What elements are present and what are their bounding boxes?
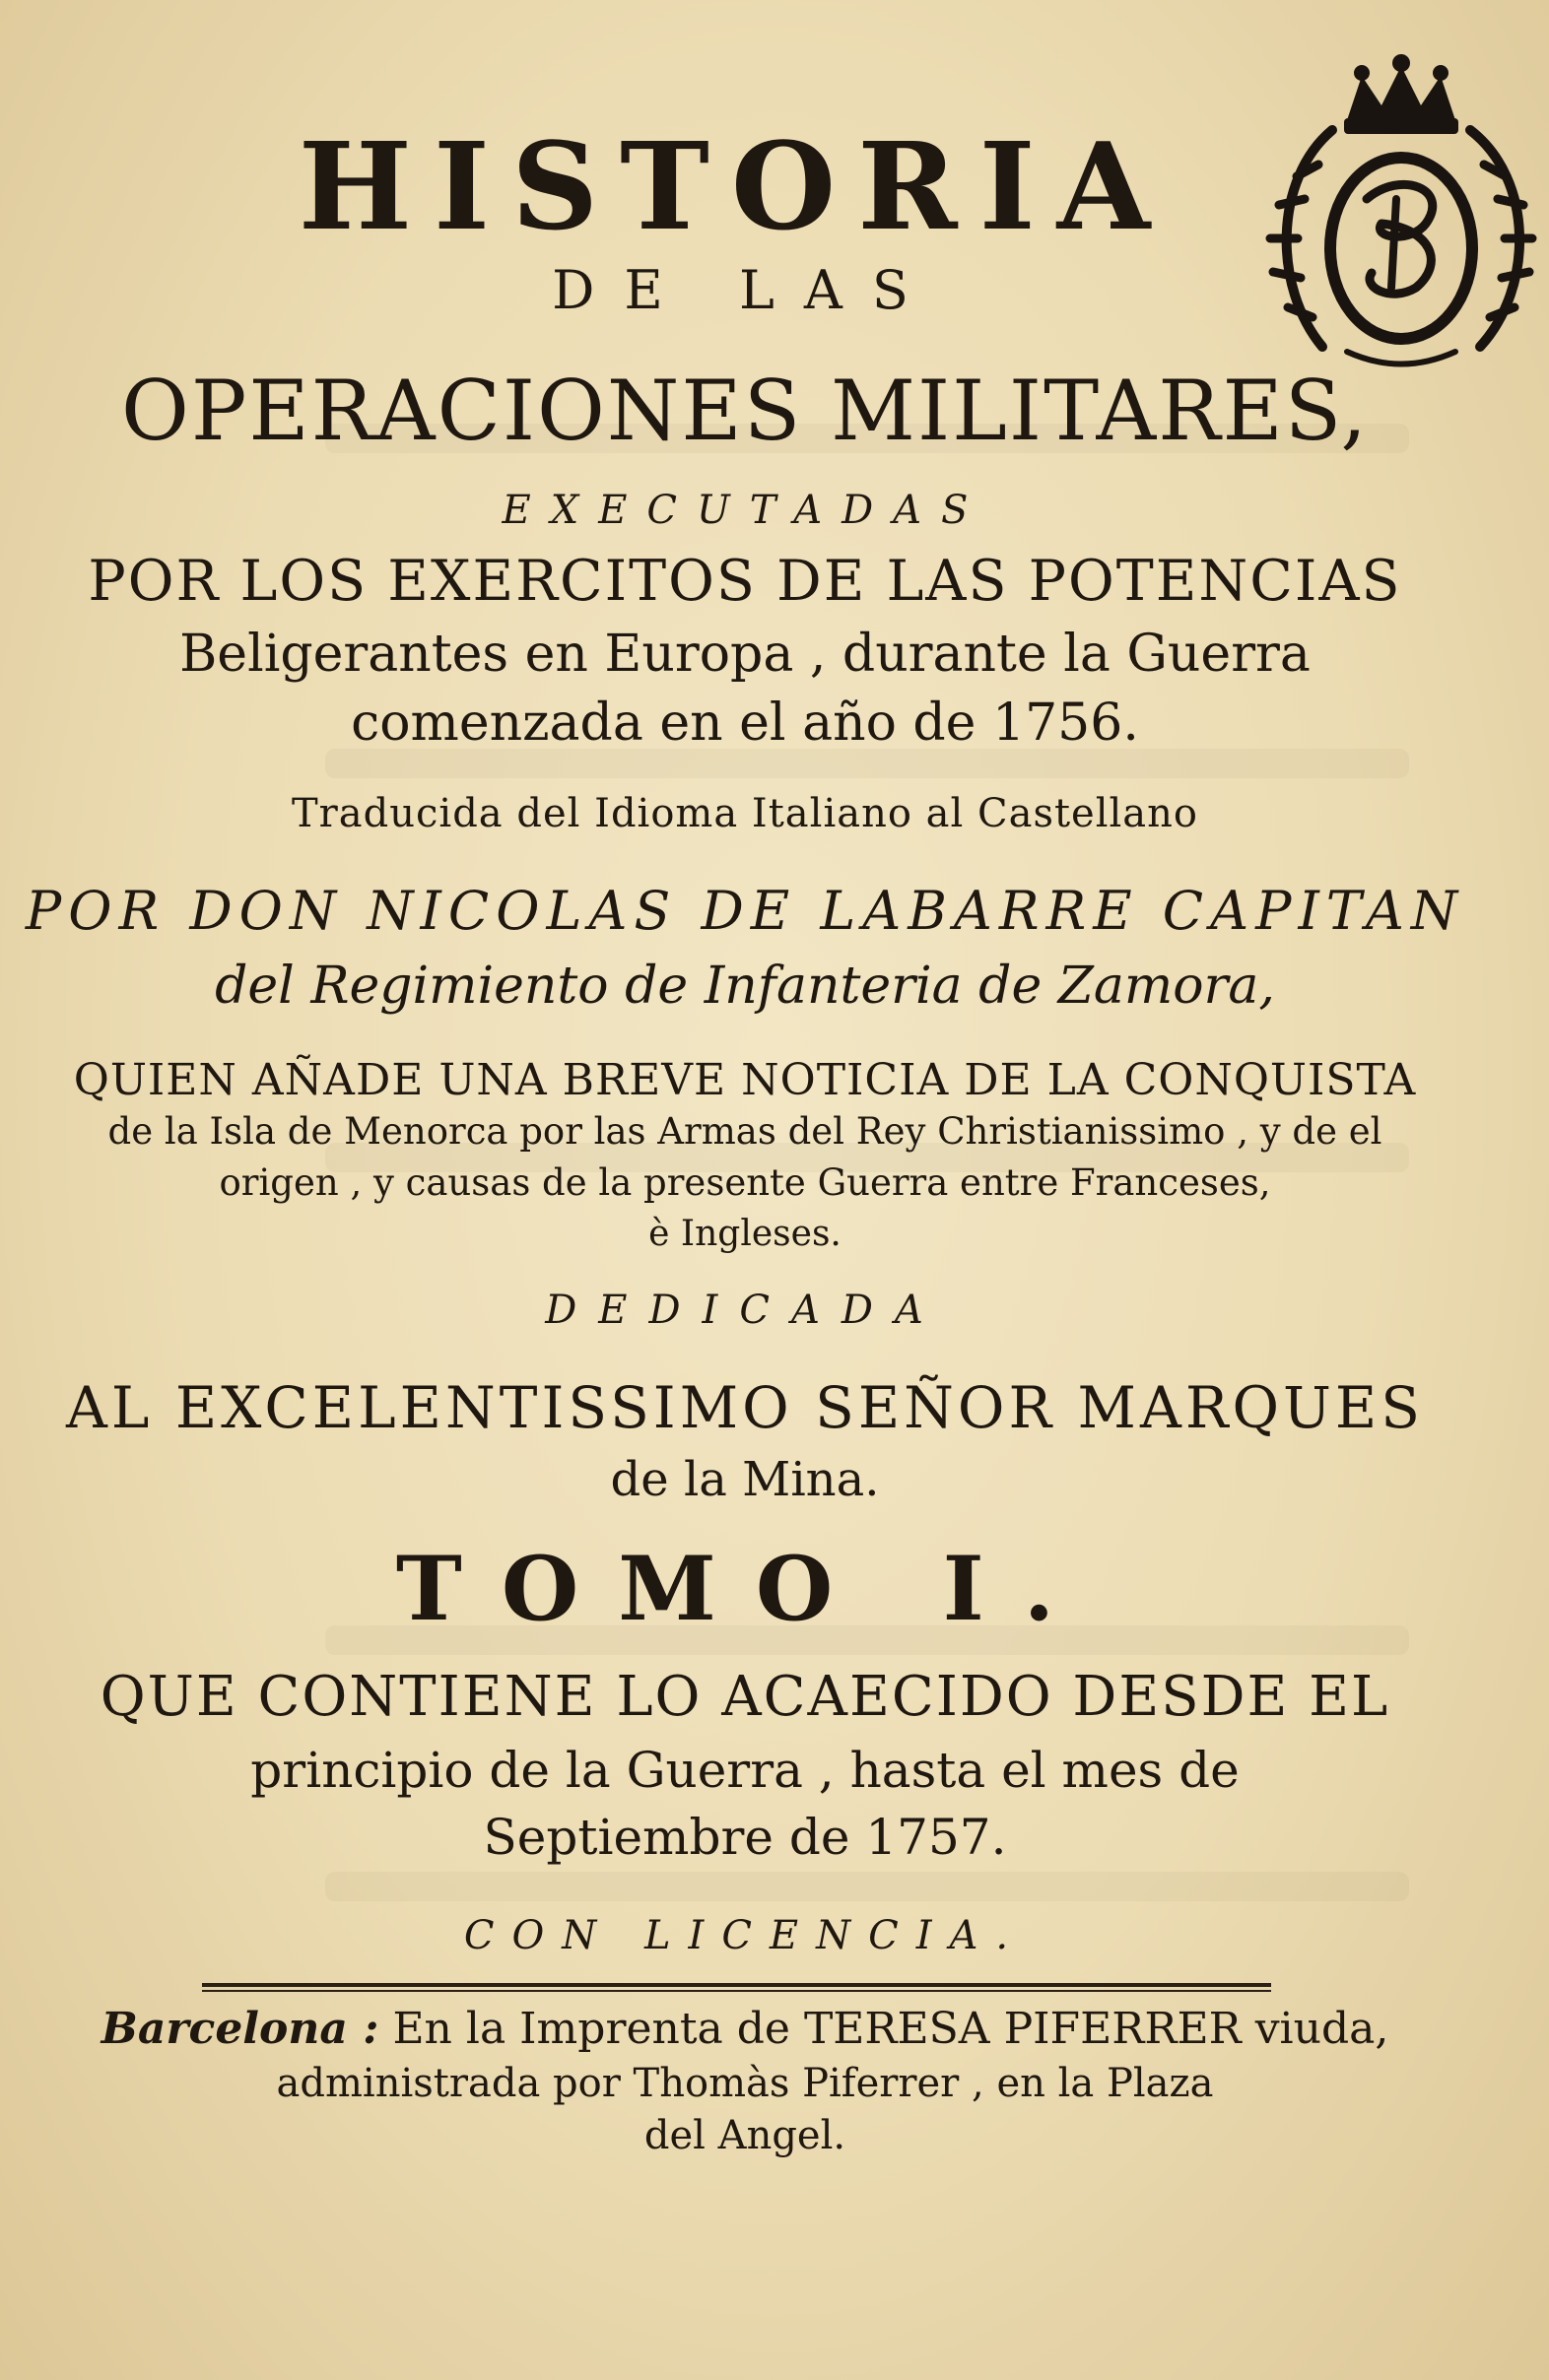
contents-line-2: Septiembre de 1757. [483,1809,1007,1866]
imprint-line-1 [0,2004,1519,2054]
subtitle-de-las: DE LAS [552,259,938,321]
imprint-line-3: del Angel. [643,2113,846,2158]
divider-rule [202,1983,1271,1987]
contents-line-1: principio de la Guerra , hasta el mes de [250,1742,1240,1799]
license-note: CON LICENCIA. [463,1913,1027,1958]
book-title: HISTORIA [298,115,1173,257]
dedication-label: DEDICADA [545,1288,945,1333]
imprint-place: Barcelona : [101,2004,379,2054]
subtitle-operaciones: OPERACIONES MILITARES, [120,363,1370,459]
volume-number: TOMO I. [395,1537,1095,1641]
contents-heading: QUE CONTIENE LO ACAECIDO DESDE EL [100,1665,1390,1729]
addition-line-2: origen , y causas de la presente Guerra entre Franceses, [219,1161,1271,1204]
subtitle-beligerantes: Beligerantes en Europa , durante la Guerra [179,625,1311,684]
translator-name: POR DON NICOLAS DE LABARRE CAPITAN [25,880,1465,942]
bleed-through [325,1872,1409,1901]
subtitle-exercitos: POR LOS EXERCITOS DE LAS POTENCIAS [88,549,1402,614]
imprint-line-2: administrada por Thomàs Piferrer , en la Plaza [276,2061,1214,2106]
subtitle-executadas: EXECUTADAS [502,488,988,533]
dedication-recipient: AL EXCELENTISSIMO SEÑOR MARQUES [65,1374,1425,1441]
addition-line-1: de la Isla de Menorca por las Armas del Rey Christianissimo , y de el [107,1110,1382,1153]
addition-heading: QUIEN AÑADE UNA BREVE NOTICIA DE LA CONQUISTA [73,1055,1417,1105]
subtitle-year: comenzada en el año de 1756. [351,694,1139,753]
imprint-printer: En la Imprenta de TERESA PIFERRER viuda, [392,2004,1389,2054]
bleed-through [325,749,1409,778]
translator-regiment: del Regimiento de Infanteria de Zamora, [215,957,1275,1016]
divider-rule [202,1990,1271,1992]
translation-note: Traducida del Idioma Italiano al Castellano [291,791,1198,836]
dedication-place: de la Mina. [610,1452,880,1507]
addition-line-3: è Ingleses. [648,1214,842,1254]
